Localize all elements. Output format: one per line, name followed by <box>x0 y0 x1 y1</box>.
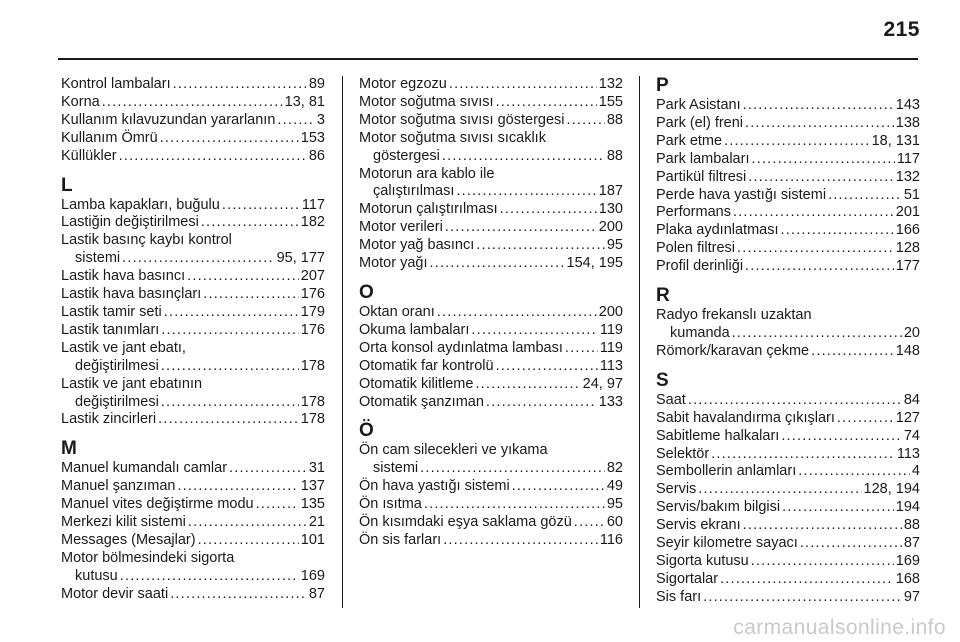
index-entry <box>359 394 623 412</box>
page-reference: 135 <box>300 496 325 513</box>
page-reference: 201 <box>895 204 920 221</box>
page-reference: 49 <box>606 478 623 495</box>
dot-leader <box>170 586 307 604</box>
index-term: Lastik tanımları <box>61 321 160 338</box>
page-reference: 119 <box>599 339 623 356</box>
dot-leader <box>164 304 299 322</box>
index-entry <box>359 442 623 460</box>
index-entry <box>656 553 920 571</box>
index-term: Motor yağı <box>359 255 428 272</box>
index-entry <box>61 478 325 496</box>
index-entry <box>61 496 325 514</box>
dot-leader <box>277 112 315 130</box>
index-entry <box>656 571 920 589</box>
index-term: Ön ısıtma <box>359 496 422 513</box>
page-reference: 166 <box>895 222 920 239</box>
index-term: Kullanım Ömrü <box>61 129 158 146</box>
dot-leader <box>837 410 894 428</box>
index-entry <box>61 568 325 586</box>
dot-leader <box>781 428 902 446</box>
index-term: Motor soğutma sıvısı <box>359 93 494 110</box>
index-term: çalıştırılması <box>373 183 455 200</box>
index-term: Motor soğutma sıvısı sıcaklık <box>359 129 546 146</box>
dot-leader <box>161 322 298 340</box>
index-entry <box>61 250 325 268</box>
index-entry <box>359 76 623 94</box>
index-term: Ön hava yastığı sistemi <box>359 478 510 495</box>
index-term: Motorun ara kablo ile <box>359 165 495 182</box>
index-entry <box>656 169 920 187</box>
index-entry <box>359 201 623 219</box>
page-reference: 4 <box>911 463 920 480</box>
dot-leader <box>811 343 894 361</box>
dot-leader <box>475 376 580 394</box>
index-term: Motor egzozu <box>359 76 447 92</box>
index-entry <box>61 358 325 376</box>
index-entry <box>61 322 325 340</box>
index-entry <box>656 204 920 222</box>
index-entry <box>61 411 325 429</box>
index-entry <box>656 343 920 361</box>
index-term: Otomatik kilitleme <box>359 375 474 392</box>
page-reference: 84 <box>903 391 920 408</box>
dot-leader <box>512 478 605 496</box>
index-term: değiştirilmesi <box>75 357 159 374</box>
page-reference: 88 <box>903 517 920 534</box>
page-reference: 127 <box>895 409 920 426</box>
page-reference: 13, 81 <box>284 93 325 110</box>
section-letter: M <box>61 438 77 460</box>
index-entry <box>359 255 623 273</box>
page-reference: 21 <box>308 514 325 531</box>
dot-leader <box>711 446 895 464</box>
dot-leader <box>424 496 605 514</box>
dot-leader <box>476 237 605 255</box>
section-letter: L <box>61 174 73 196</box>
page-reference: 113 <box>896 445 920 462</box>
dot-leader <box>733 204 894 222</box>
page-reference: 101 <box>300 531 325 548</box>
index-entry <box>359 219 623 237</box>
dot-leader <box>173 76 307 94</box>
index-entry <box>61 394 325 412</box>
index-column-2 <box>359 76 623 550</box>
dot-leader <box>743 97 894 115</box>
index-term: Sembollerin anlamları <box>656 463 797 480</box>
index-entry <box>61 112 325 130</box>
dot-leader <box>565 340 598 358</box>
dot-leader <box>751 151 894 169</box>
index-term: Sigorta kutusu <box>656 552 749 569</box>
index-term: Ön sis farları <box>359 531 442 548</box>
index-entry <box>359 237 623 255</box>
index-entry <box>359 183 623 201</box>
index-entry <box>61 130 325 148</box>
dot-leader <box>445 219 597 237</box>
index-term: Servis <box>656 481 697 498</box>
index-term: Lastik basınç kaybı kontrol <box>61 232 232 249</box>
dot-leader <box>500 201 597 219</box>
index-entry <box>359 94 623 112</box>
page-reference: 148 <box>895 342 920 359</box>
index-entry <box>61 214 325 232</box>
page-reference: 168 <box>895 570 920 587</box>
index-term: Motorun çalıştırılması <box>359 201 498 218</box>
index-term: Park etme <box>656 132 723 149</box>
page-reference: 89 <box>308 76 325 92</box>
index-entry <box>656 481 920 499</box>
index-entry <box>61 532 325 550</box>
page-reference: 116 <box>599 531 623 548</box>
dot-leader <box>177 478 298 496</box>
index-term: Lastik ve jant ebatı, <box>61 339 186 356</box>
index-entry <box>656 325 920 343</box>
section-letter: O <box>359 281 374 303</box>
index-entry <box>359 532 623 550</box>
page-reference: 128, 194 <box>863 481 920 498</box>
index-term: Motor bölmesindeki sigorta <box>61 549 235 566</box>
dot-leader <box>203 286 299 304</box>
index-entry <box>359 358 623 376</box>
page-reference: 178 <box>300 357 325 374</box>
page-reference: 95, 177 <box>276 250 325 267</box>
dot-leader <box>161 394 299 412</box>
index-entry <box>359 304 623 322</box>
page-reference: 187 <box>598 183 623 200</box>
page-reference: 117 <box>896 150 920 167</box>
index-term: kumanda <box>670 324 730 341</box>
index-term: Otomatik şanzıman <box>359 393 484 410</box>
header-rule <box>58 58 918 60</box>
page-reference: 200 <box>598 303 623 320</box>
index-entry <box>61 197 325 215</box>
column-divider <box>342 76 343 608</box>
page-reference: 178 <box>300 393 325 410</box>
index-entry <box>359 112 623 130</box>
page-reference: 24, 97 <box>582 375 623 392</box>
index-term: Merkezi kilit sistemi <box>61 514 186 531</box>
dot-leader <box>430 255 565 273</box>
index-term: Lastik hava basıncı <box>61 268 186 285</box>
page-reference: 95 <box>606 237 623 254</box>
index-entry <box>656 428 920 446</box>
index-term: Selektör <box>656 445 710 462</box>
index-entry <box>61 94 325 112</box>
dot-leader <box>437 304 597 322</box>
page-reference: 200 <box>598 219 623 236</box>
dot-leader <box>442 148 605 166</box>
index-term: Partikül filtresi <box>656 168 747 185</box>
index-entry <box>359 514 623 532</box>
index-term: Okuma lambaları <box>359 321 470 338</box>
page-reference: 133 <box>598 393 623 410</box>
dot-leader <box>256 496 299 514</box>
index-term: Plaka aydınlatması <box>656 222 779 239</box>
page-number: 215 <box>883 18 920 41</box>
dot-leader <box>782 499 894 517</box>
page-reference: 18, 131 <box>871 132 920 149</box>
index-term: Ön cam silecekleri ve yıkama <box>359 442 548 459</box>
page-reference: 177 <box>895 258 920 275</box>
index-term: Motor verileri <box>359 219 443 236</box>
index-term: Sabitleme halkaları <box>656 427 780 444</box>
page-reference: 87 <box>308 585 325 602</box>
index-term: Motor yağ basıncı <box>359 237 475 254</box>
dot-leader <box>743 517 902 535</box>
index-term: kutusu <box>75 567 118 584</box>
index-entry <box>656 307 920 325</box>
index-entry <box>656 517 920 535</box>
section-letter: P <box>656 75 669 96</box>
index-term: Manuel kumandalı camlar <box>61 460 228 477</box>
index-term: Manuel vites değiştirme modu <box>61 496 254 513</box>
index-column-3 <box>656 76 920 607</box>
index-entry <box>656 499 920 517</box>
index-entry <box>359 478 623 496</box>
index-term: sistemi <box>373 460 419 477</box>
section-letter: Ö <box>359 420 374 442</box>
page-reference: 82 <box>606 460 623 477</box>
page-reference: 3 <box>316 111 325 128</box>
page-reference: 179 <box>300 303 325 320</box>
index-entry <box>61 304 325 322</box>
page-reference: 88 <box>606 111 623 128</box>
index-entry <box>61 586 325 604</box>
page-reference: 169 <box>300 567 325 584</box>
index-term: değiştirilmesi <box>75 393 159 410</box>
dot-leader <box>724 133 870 151</box>
page-reference: 113 <box>599 357 623 374</box>
index-entry <box>61 232 325 250</box>
dot-leader <box>732 325 902 343</box>
page-reference: 169 <box>895 552 920 569</box>
dot-leader <box>574 514 605 532</box>
dot-leader <box>703 589 902 607</box>
index-term: Lastik tamir seti <box>61 303 162 320</box>
index-term: Lastiğin değiştirilmesi <box>61 214 199 231</box>
index-entry <box>656 222 920 240</box>
index-column-1 <box>61 76 325 604</box>
page-reference: 155 <box>598 93 623 110</box>
dot-leader <box>745 115 894 133</box>
index-term: sistemi <box>75 250 121 267</box>
page-reference: 128 <box>895 240 920 257</box>
page-reference: 95 <box>606 496 623 513</box>
index-term: Lastik hava basınçları <box>61 286 202 303</box>
index-entry <box>61 376 325 394</box>
column-divider <box>639 76 640 608</box>
index-term: Otomatik far kontrolü <box>359 357 494 374</box>
dot-leader <box>751 553 894 571</box>
dot-leader <box>201 214 299 232</box>
dot-leader <box>798 463 910 481</box>
dot-leader <box>187 268 299 286</box>
dot-leader <box>698 481 861 499</box>
index-entry <box>61 340 325 358</box>
index-entry <box>359 130 623 148</box>
index-term: Kontrol lambaları <box>61 76 171 92</box>
dot-leader <box>102 94 283 112</box>
index-entry <box>656 589 920 607</box>
page-reference: 130 <box>598 201 623 218</box>
index-term: Küllükler <box>61 147 117 164</box>
dot-leader <box>781 222 894 240</box>
page-reference: 31 <box>308 460 325 477</box>
dot-leader <box>688 392 902 410</box>
page-reference: 176 <box>300 321 325 338</box>
page-reference: 97 <box>903 588 920 605</box>
index-entry <box>61 268 325 286</box>
index-term: Polen filtresi <box>656 240 735 257</box>
dot-leader <box>161 358 299 376</box>
index-term: Kullanım kılavuzundan yararlanın <box>61 111 276 128</box>
index-entry <box>656 410 920 428</box>
page-reference: 154, 195 <box>566 255 623 272</box>
dot-leader <box>745 258 894 276</box>
dot-leader <box>229 460 307 478</box>
index-entry <box>656 535 920 553</box>
dot-leader <box>800 535 902 553</box>
index-term: Lamba kapakları, buğulu <box>61 196 220 213</box>
index-entry <box>656 151 920 169</box>
index-term: Performans <box>656 204 731 221</box>
index-entry <box>656 187 920 205</box>
section-letter: R <box>656 285 670 307</box>
index-entry <box>359 460 623 478</box>
index-entry <box>656 97 920 115</box>
page-reference: 176 <box>300 286 325 303</box>
page-reference: 143 <box>895 97 920 113</box>
index-entry <box>656 115 920 133</box>
index-term: Park lambaları <box>656 150 750 167</box>
dot-leader <box>198 532 299 550</box>
index-entry <box>656 463 920 481</box>
page-reference: 60 <box>606 514 623 531</box>
index-term: Motor soğutma sıvısı göstergesi <box>359 111 565 128</box>
index-term: Römork/karavan çekme <box>656 342 810 359</box>
dot-leader <box>496 358 598 376</box>
index-term: Sabit havalandırma çıkışları <box>656 409 835 426</box>
watermark: carmanualsonline.info <box>733 616 946 639</box>
index-term: Park (el) freni <box>656 114 744 131</box>
index-term: Seyir kilometre sayacı <box>656 535 798 552</box>
dot-leader <box>222 197 300 215</box>
dot-leader <box>567 112 605 130</box>
index-entry <box>359 166 623 184</box>
page-reference: 138 <box>895 114 920 131</box>
dot-leader <box>748 169 894 187</box>
index-term: Motor devir saati <box>61 585 169 602</box>
dot-leader <box>188 514 307 532</box>
index-entry <box>359 148 623 166</box>
index-entry <box>61 76 325 94</box>
index-term: Sigortalar <box>656 570 719 587</box>
index-term: Perde hava yastığı sistemi <box>656 186 827 203</box>
page-reference: 87 <box>903 535 920 552</box>
dot-leader <box>160 130 299 148</box>
index-entry <box>656 392 920 410</box>
index-entry <box>61 460 325 478</box>
page-reference: 119 <box>599 321 623 338</box>
index-term: Profil derinliği <box>656 258 744 275</box>
page-reference: 74 <box>903 427 920 444</box>
page-reference: 117 <box>301 196 325 213</box>
page-reference: 207 <box>300 268 325 285</box>
index-entry <box>61 286 325 304</box>
page-reference: 153 <box>300 129 325 146</box>
index-entry <box>359 376 623 394</box>
index-term: Sis farı <box>656 588 702 605</box>
index-term: Radyo frekanslı uzaktan <box>656 307 812 324</box>
dot-leader <box>828 187 902 205</box>
dot-leader <box>443 532 598 550</box>
index-term: Park Asistanı <box>656 97 741 113</box>
index-entry <box>359 496 623 514</box>
index-term: Manuel şanzıman <box>61 478 176 495</box>
dot-leader <box>496 94 597 112</box>
dot-leader <box>456 183 596 201</box>
index-entry <box>656 258 920 276</box>
index-term: Servis/bakım bilgisi <box>656 499 781 516</box>
index-entry <box>61 514 325 532</box>
dot-leader <box>471 322 597 340</box>
index-entry <box>359 322 623 340</box>
index-entry <box>656 240 920 258</box>
page-reference: 132 <box>598 76 623 92</box>
index-entry <box>61 550 325 568</box>
page-reference: 178 <box>300 411 325 428</box>
page-reference: 86 <box>308 147 325 164</box>
page-reference: 132 <box>895 168 920 185</box>
index-entry <box>656 446 920 464</box>
index-term: Lastik ve jant ebatının <box>61 375 203 392</box>
index-term: Korna <box>61 93 100 110</box>
dot-leader <box>720 571 894 589</box>
dot-leader <box>119 148 307 166</box>
index-term: Ön kısımdaki eşya saklama gözü <box>359 514 572 531</box>
index-entry <box>656 133 920 151</box>
page-reference: 51 <box>903 186 920 203</box>
dot-leader <box>120 568 299 586</box>
index-term: Oktan oranı <box>359 303 435 320</box>
dot-leader <box>158 411 299 429</box>
index-term: Orta konsol aydınlatma lambası <box>359 339 563 356</box>
dot-leader <box>486 394 597 412</box>
index-entry <box>359 340 623 358</box>
index-term: Servis ekranı <box>656 517 741 534</box>
dot-leader <box>449 76 597 94</box>
index-term: Lastik zincirleri <box>61 411 157 428</box>
dot-leader <box>420 460 605 478</box>
index-term: Messages (Mesajlar) <box>61 531 196 548</box>
dot-leader <box>122 250 274 268</box>
page-reference: 88 <box>606 147 623 164</box>
index-term: Saat <box>656 391 686 408</box>
index-entry <box>61 148 325 166</box>
page-reference: 194 <box>895 499 920 516</box>
page-reference: 20 <box>903 324 920 341</box>
index-term: göstergesi <box>373 147 440 164</box>
page-reference: 182 <box>300 214 325 231</box>
page-reference: 137 <box>300 478 325 495</box>
dot-leader <box>737 240 894 258</box>
section-letter: S <box>656 369 669 391</box>
